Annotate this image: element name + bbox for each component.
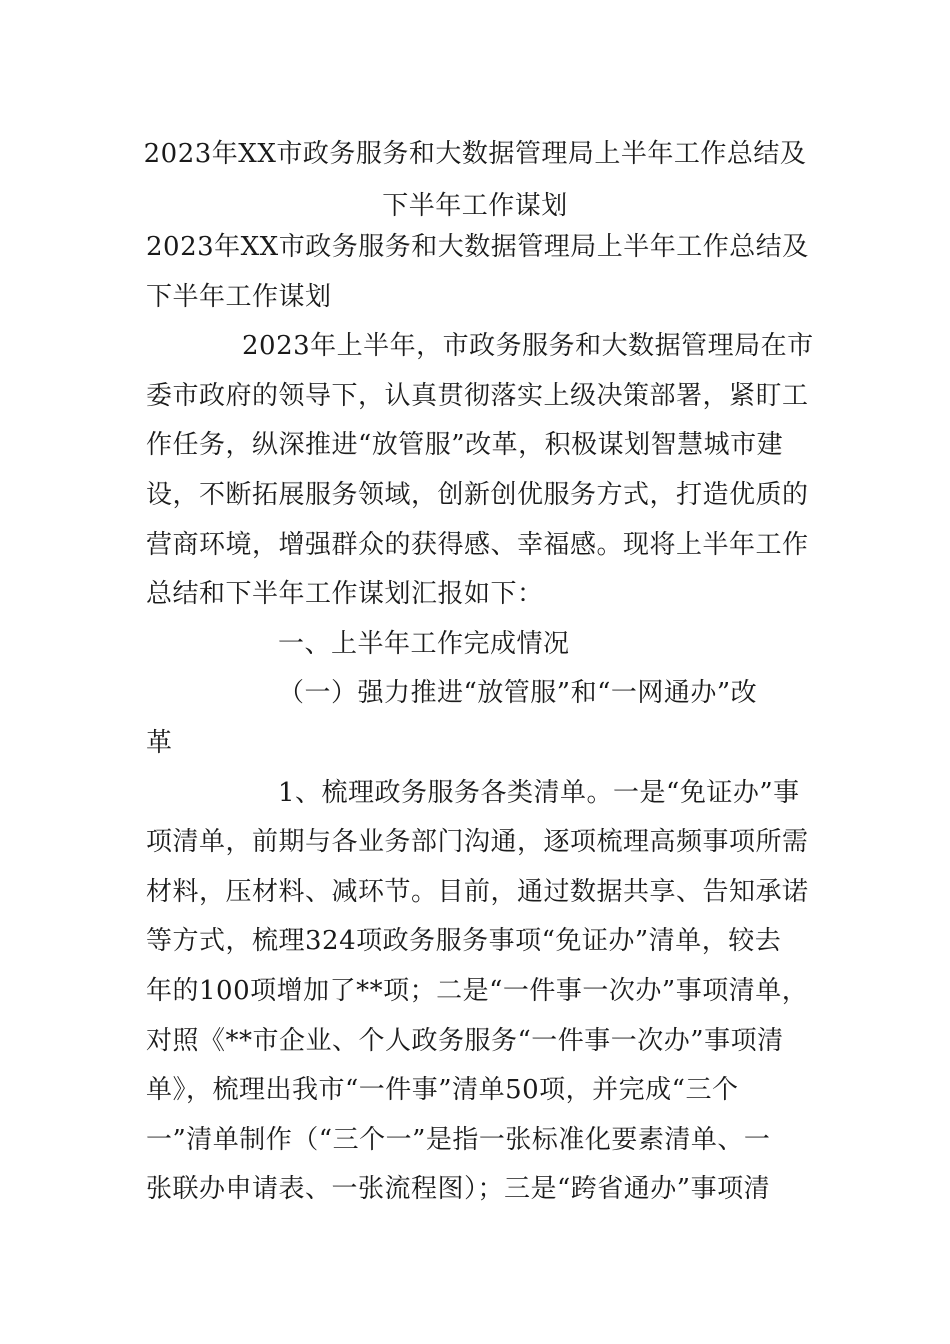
item1-line-4: 等方式，梳理324项政务服务事项“免证办”清单，较去 [146, 926, 782, 957]
item1-line-6: 对照《**市企业、个人政务服务“一件事一次办”事项清 [146, 1025, 784, 1056]
item1-line-2: 项清单，前期与各业务部门沟通，逐项梳理高频事项所需 [146, 827, 809, 858]
intro-line-1: 2023年上半年，市政务服务和大数据管理局在市 [242, 331, 814, 362]
subsection-heading-line-2: 革 [146, 727, 173, 758]
section-heading: 一、上半年工作完成情况 [278, 628, 570, 659]
title-line-2: 下半年工作谋划 [382, 191, 568, 221]
subtitle-line-1: 2023年XX市政务服务和大数据管理局上半年工作总结及 [146, 232, 809, 262]
intro-line-5: 营商环境，增强群众的获得感、幸福感。现将上半年工作 [146, 529, 809, 560]
intro-line-2: 委市政府的领导下，认真贯彻落实上级决策部署，紧盯工 [146, 380, 809, 411]
item1-line-7: 单》，梳理出我市“一件事”清单50项，并完成“三个 [146, 1075, 739, 1106]
item1-line-1: 1、梳理政务服务各类清单。一是“免证办”事 [278, 777, 800, 808]
item1-line-5: 年的100项增加了**项；二是“一件事一次办”事项清单， [146, 975, 809, 1006]
item1-line-9: 张联办申请表、一张流程图）；三是“跨省通办”事项清 [146, 1174, 771, 1205]
item1-line-8: 一”清单制作（“三个一”是指一张标准化要素清单、一 [146, 1124, 771, 1155]
document-body [146, 223, 814, 1215]
intro-line-4: 设，不断拓展服务领域，创新创优服务方式，打造优质的 [146, 479, 809, 510]
item1-line-3: 材料，压材料、减环节。目前，通过数据共享、告知承诺 [146, 876, 809, 907]
intro-line-3: 作任务，纵深推进“放管服”改革，积极谋划智慧城市建 [146, 430, 784, 461]
document-title [140, 128, 810, 232]
title-line-1: 2023年XX市政务服务和大数据管理局上半年工作总结及 [143, 139, 807, 169]
intro-line-6: 总结和下半年工作谋划汇报如下： [146, 579, 544, 610]
subtitle-line-2: 下半年工作谋划 [146, 281, 332, 312]
subsection-heading-line-1: （一）强力推进“放管服”和“一网通办”改 [278, 678, 758, 709]
